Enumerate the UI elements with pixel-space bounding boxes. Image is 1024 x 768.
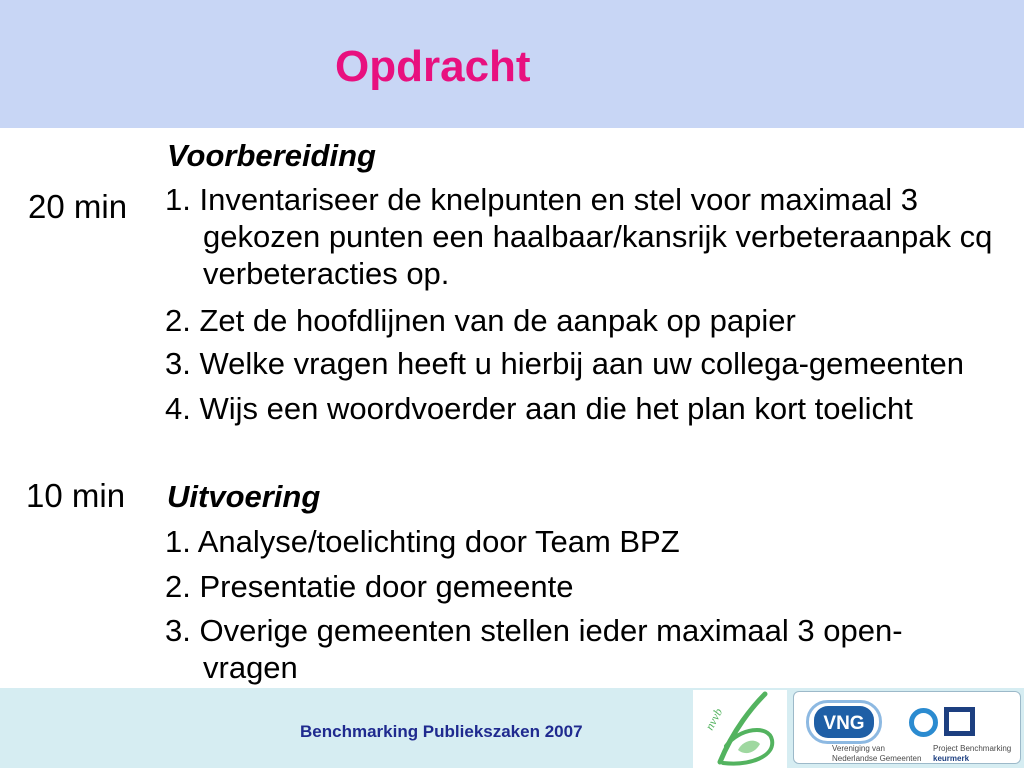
vng-caption <box>832 744 921 764</box>
nvvb-logo <box>693 690 787 768</box>
time-label-execution: 10 min <box>26 477 126 514</box>
list-item-line: 3. Welke vragen heeft u hierbij aan uw collega-gemeenten <box>165 346 965 381</box>
list-item <box>165 181 992 292</box>
list-item <box>165 568 573 605</box>
section-heading-execution: Uitvoering <box>167 479 321 514</box>
footer-band <box>0 688 1024 768</box>
benchmarking-logo-icon <box>907 704 979 738</box>
list-item-line: verbeteracties op. <box>203 256 450 291</box>
nvvb-logo-leaf <box>738 741 760 753</box>
benchmarking-logo <box>907 704 979 738</box>
nvvb-logo-text: nvvb <box>702 705 726 733</box>
benchmarking-caption-keurmerk: keurmerk <box>933 754 970 763</box>
vng-caption-line: Vereniging van <box>832 744 885 753</box>
partner-logos-box <box>793 691 1021 764</box>
nvvb-logo-panel <box>693 690 787 768</box>
list-item <box>165 302 796 339</box>
list-item-line: gekozen punten een haalbaar/kansrijk verbeteraanpak cq <box>203 219 993 254</box>
list-item <box>165 612 903 686</box>
vng-logo-icon <box>806 700 882 744</box>
vng-logo-text: VNG <box>823 713 865 734</box>
list-item <box>165 345 964 382</box>
list-item-line: 4. Wijs een woordvoerder aan die het plan kort toelicht <box>165 391 913 426</box>
list-item-line: vragen <box>203 650 298 685</box>
slide-title: Opdracht <box>335 42 531 91</box>
list-item <box>165 523 680 560</box>
list-item-line: 2. Zet de hoofdlijnen van de aanpak op papier <box>165 303 796 338</box>
section-heading-preparation: Voorbereiding <box>167 138 376 173</box>
vng-logo <box>806 700 882 744</box>
list-item-line: 1. Inventariseer de knelpunten en stel voor maximaal 3 <box>165 182 919 217</box>
title-band <box>0 0 1024 128</box>
footer-text: Benchmarking Publiekszaken 2007 <box>300 722 583 741</box>
circle-icon <box>912 711 936 735</box>
list-item-line: 1. Analyse/toelichting door Team BPZ <box>165 524 680 559</box>
square-icon <box>947 710 973 734</box>
benchmarking-caption-line: Project Benchmarking <box>933 744 1012 753</box>
time-label-preparation: 20 min <box>28 188 128 225</box>
list-item <box>165 390 913 427</box>
list-item-line: 3. Overige gemeenten stellen ieder maximaal 3 open- <box>165 613 903 648</box>
list-item-line: 2. Presentatie door gemeente <box>165 569 574 604</box>
benchmarking-caption <box>933 744 1011 764</box>
vng-caption-line: Nederlandse Gemeenten <box>832 754 922 763</box>
